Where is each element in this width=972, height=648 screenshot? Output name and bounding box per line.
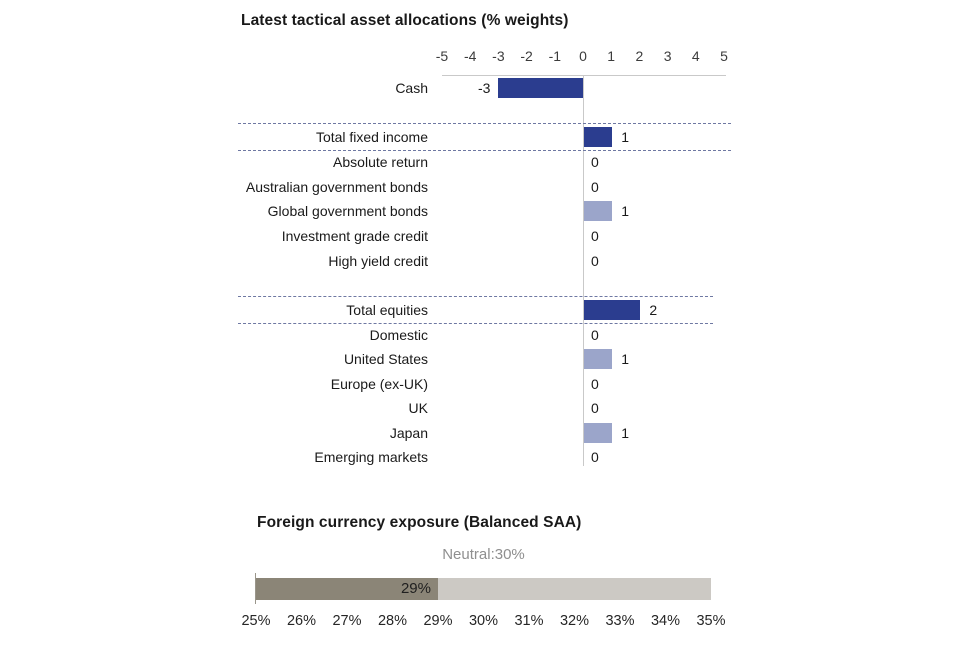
allocation-bar: [584, 300, 640, 320]
currency-axis-tick-label: 26%: [286, 613, 317, 629]
value-label: 0: [591, 449, 599, 465]
currency-exposure-value-label: 29%: [400, 580, 431, 597]
value-label: 1: [621, 351, 629, 367]
x-axis-tick-label: 4: [691, 48, 700, 64]
currency-exposure-bar: [256, 578, 711, 600]
neutral-target-label: Neutral:30%: [442, 546, 525, 563]
row-label: Absolute return: [333, 154, 428, 170]
currency-axis-tick-label: 25%: [241, 613, 271, 629]
allocation-bar: [498, 78, 583, 98]
x-axis-line: [442, 75, 726, 76]
x-axis-tick-label: 3: [663, 48, 672, 64]
value-label: 2: [649, 302, 658, 318]
row-label: Australian government bonds: [245, 179, 428, 195]
x-axis-tick-label: 5: [720, 48, 728, 64]
value-label: 0: [591, 376, 599, 392]
allocation-bar: [584, 349, 612, 369]
currency-axis-tick-label: 29%: [423, 613, 453, 629]
currency-axis-tick-label: 33%: [605, 613, 635, 629]
row-label: UK: [408, 400, 428, 416]
row-label: Total fixed income: [315, 129, 428, 145]
value-label: 1: [621, 129, 629, 145]
row-label: United States: [343, 351, 428, 367]
currency-axis-tick-label: 27%: [332, 613, 362, 629]
currency-axis-tick-label: 30%: [468, 613, 499, 629]
x-axis-tick-label: 0: [579, 48, 587, 64]
value-label: 0: [591, 327, 599, 343]
currency-axis-tick-label: 32%: [559, 613, 590, 629]
allocation-bar: [584, 201, 612, 221]
row-label: Total equities: [346, 302, 428, 318]
row-label: Japan: [389, 425, 428, 441]
allocation-bar: [584, 423, 612, 443]
x-axis-tick-label: -2: [520, 48, 533, 64]
group-divider-bottom: [238, 150, 731, 151]
allocation-chart-title: Latest tactical asset allocations (% weights): [241, 12, 569, 29]
row-label: Emerging markets: [314, 449, 428, 465]
row-label: Domestic: [369, 327, 428, 343]
group-divider-top: [238, 296, 713, 297]
group-divider-top: [238, 123, 731, 124]
value-label: 0: [591, 253, 599, 269]
value-label: 1: [621, 425, 629, 441]
x-axis-tick-label: 2: [635, 48, 644, 64]
row-label: Global government bonds: [267, 203, 428, 219]
value-label: 0: [591, 154, 599, 170]
value-label: -3: [477, 80, 491, 96]
row-label: High yield credit: [328, 253, 428, 269]
x-axis-tick-label: -4: [463, 48, 477, 64]
x-axis-tick-label: -5: [435, 48, 449, 64]
currency-axis-tick-label: 28%: [377, 613, 408, 629]
x-axis-tick-label: -3: [492, 48, 505, 64]
currency-axis-tick-label: 35%: [696, 613, 726, 629]
value-label: 0: [591, 400, 599, 416]
currency-exposure-filled-segment: [256, 578, 438, 600]
row-label: Investment grade credit: [281, 228, 428, 244]
allocation-bar: [584, 127, 612, 147]
row-label: Europe (ex-UK): [330, 376, 428, 392]
value-label: 1: [621, 203, 629, 219]
value-label: 0: [591, 179, 599, 195]
currency-chart-title: Foreign currency exposure (Balanced SAA): [257, 514, 582, 531]
x-axis-tick-label: -1: [548, 48, 562, 64]
value-label: 0: [591, 228, 599, 244]
currency-axis-tick-label: 31%: [514, 613, 544, 629]
x-axis-tick-label: 1: [607, 48, 616, 64]
group-divider-bottom: [238, 323, 713, 324]
row-label: Cash: [395, 80, 428, 96]
currency-axis-tick-label: 34%: [650, 613, 681, 629]
